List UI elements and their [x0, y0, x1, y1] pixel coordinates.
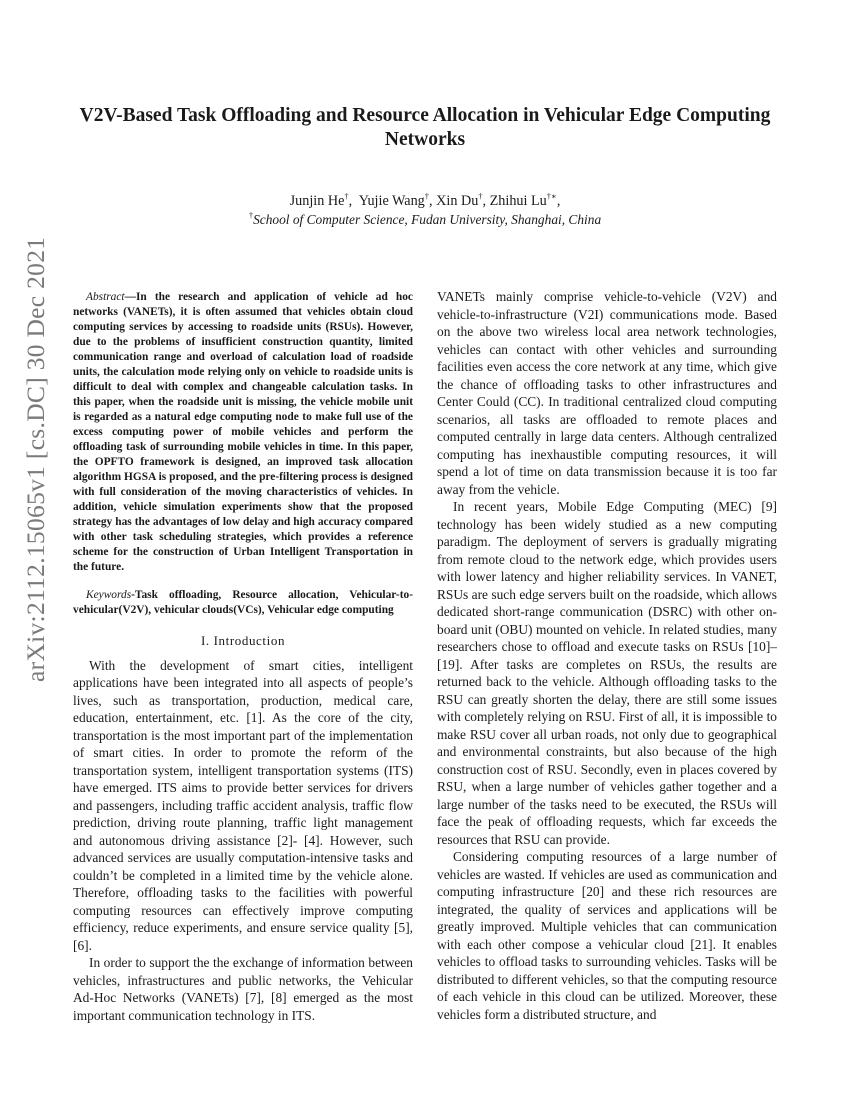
arxiv-identifier: arXiv:2112.15065v1 [cs.DC] 30 Dec 2021 — [21, 236, 50, 682]
paper-title: V2V-Based Task Offloading and Resource Allocation in Vehicular Edge Computing Networks — [79, 105, 771, 150]
author-list: Junjin He†, Yujie Wang†, Xin Du†, Zhihui Lu†∗, — [289, 191, 561, 209]
section-heading: I. Introduction — [200, 632, 286, 648]
paragraph: In recent years, Mobile Edge Computing (MEC) [9] technology has been widely studied as a new computing paradigm. The deployment of servers is gradually migrating from remote cloud to the network edge, which provides users with lower latency and higher reliability services. In VANET, RSUs are such edge servers built on the roadside, which allows dedicated short-range communication (DSRC) with other on-board unit (OBU) mounted on vehicle. In related studies, many researchers chose to offload and execute tasks on RSUs [10]– [19]. After tasks are completes on RSUs, the results are returned back to the vehicle. Although offloading tasks to the RSU can greatly shorten the delay, there are still some issues with completely relying on RSU. First of all, it is impossible to make RSU cover all urban roads, not only due to geographical and environmental constraints, but also because of the high construction cost of RSU. Secondly, even in places covered by RSU, when a large number of vehicles gather together and a large number of the tasks need to be executed, the RSUs will face the peak of offloading requests, which far exceeds the resources that RSU can provide. — [437, 499, 777, 847]
abstract — [73, 290, 413, 575]
paragraph: Considering computing resources of a large number of vehicles are wasted. If vehicles are used as communication and computing infrastructure [20] and these rich resources are integrated, the quality of services and applications will be greatly improved. Multiple vehicles that can communication with each other compose a vehicular cloud [21]. It enables vehicles to offload tasks to surrounding vehicles. Tasks will be distributed to different vehicles, so that the computing resource of each vehicle in this cloud can be utilized. Moreover, these vehicles form a distributed structure, and — [437, 849, 777, 1022]
abstract-text: —In the research and application of vehicle ad hoc networks (VANETs), it is often assumed that vehicles obtain cloud computing services by accessing to roadside units (RSUs). However, due to the problems of insufficient construction quantity, limited communication range and overload of calculation load of roadside units, the calculation mode relying only on vehicle to roadside units is difficult to deal with complex and changeable calculation tasks. In this paper, when the roadside unit is missing, the vehicle mobile unit is regarded as a natural edge computing node to make full use of the excess computing power of mobile vehicles and perform the offloading task of surrounding mobile vehicles in time. In this paper, the OPFTO framework is designed, an improved task allocation algorithm HGSA is proposed, and the pre-filtering process is designed with full consideration of the moving characteristics of vehicles. In addition, vehicle simulation experiments show that the proposed strategy has the advantages of low delay and high accuracy compared with other task scheduling strategies, which provides a reference scheme for the construction of Urban Intelligent Transportation in the future. — [73, 291, 413, 573]
affiliation-mark: † — [248, 210, 254, 220]
author-name: Xin Du — [436, 193, 479, 209]
paragraph: In order to support the the exchange of information between vehicles, infrastructures and public networks, the Vehicular Ad-Hoc Networks (VANETs) [7], [8] emerged as the most important communication technology in ITS. — [73, 955, 413, 1023]
abstract-label: Abstract — [86, 291, 125, 303]
author-name: Zhihui Lu — [489, 193, 547, 209]
keywords-label: Keywords — [86, 589, 132, 601]
affiliation-text: School of Computer Science, Fudan University, Shanghai, China — [253, 212, 602, 227]
keywords — [73, 588, 413, 618]
paragraph: With the development of smart cities, intelligent applications have been integrated into all aspects of people’s lives, such as transportation, production, medical care, education, entertainment, etc. [1]. As the core of the city, transportation is the most important part of the implementation of smart cities. In order to promote the reform of the transportation system, intelligent transportation systems (ITS) have emerged. ITS aims to provide better services for drivers and passengers, including traffic accident analysis, traffic flow prediction, driving route planning, traffic light management and autonomous driving assistance [2]- [4]. However, such advanced services are usually computation-intensive tasks and couldn’t be completed in a limited time by the vehicle alone. Therefore, offloading tasks to the facilities with powerful computing resources can effectively improve computing efficiency, reduce experiments, and ensure service quality [5], [6]. — [73, 657, 413, 953]
paragraph: VANETs mainly comprise vehicle-to-vehicle (V2V) and vehicle-to-infrastructure (V2I) communications mode. Based on the above two wireless local area network technologies, vehicles can contact with other vehicles and surrounding facilities even access the core network at any time, which give the chance of offloading tasks to other infrastructures and Center Could (CC). In traditional centralized cloud computing scenarios, all tasks are offloaded to remote places and computed centrally in large data centers. Although centralized computing has inexhaustible computing resources, it will spend a lot of time on data transmission because it is too far away from the vehicle. — [437, 289, 777, 497]
right-column — [437, 288, 777, 1023]
author-mark: † — [424, 191, 430, 201]
author-mark: † — [478, 191, 483, 201]
keywords-text: -Task offloading, Resource allocation, Vehicular-to-vehicular(V2V), vehicular clouds(VCs), Vehicular edge computing — [73, 589, 413, 616]
author-mark: †∗ — [546, 191, 557, 201]
author-name: Yujie Wang — [358, 193, 425, 209]
author-mark: † — [344, 191, 349, 201]
left-column — [73, 290, 413, 1024]
affiliation — [60, 211, 790, 228]
author-name: Junjin He — [289, 193, 345, 209]
